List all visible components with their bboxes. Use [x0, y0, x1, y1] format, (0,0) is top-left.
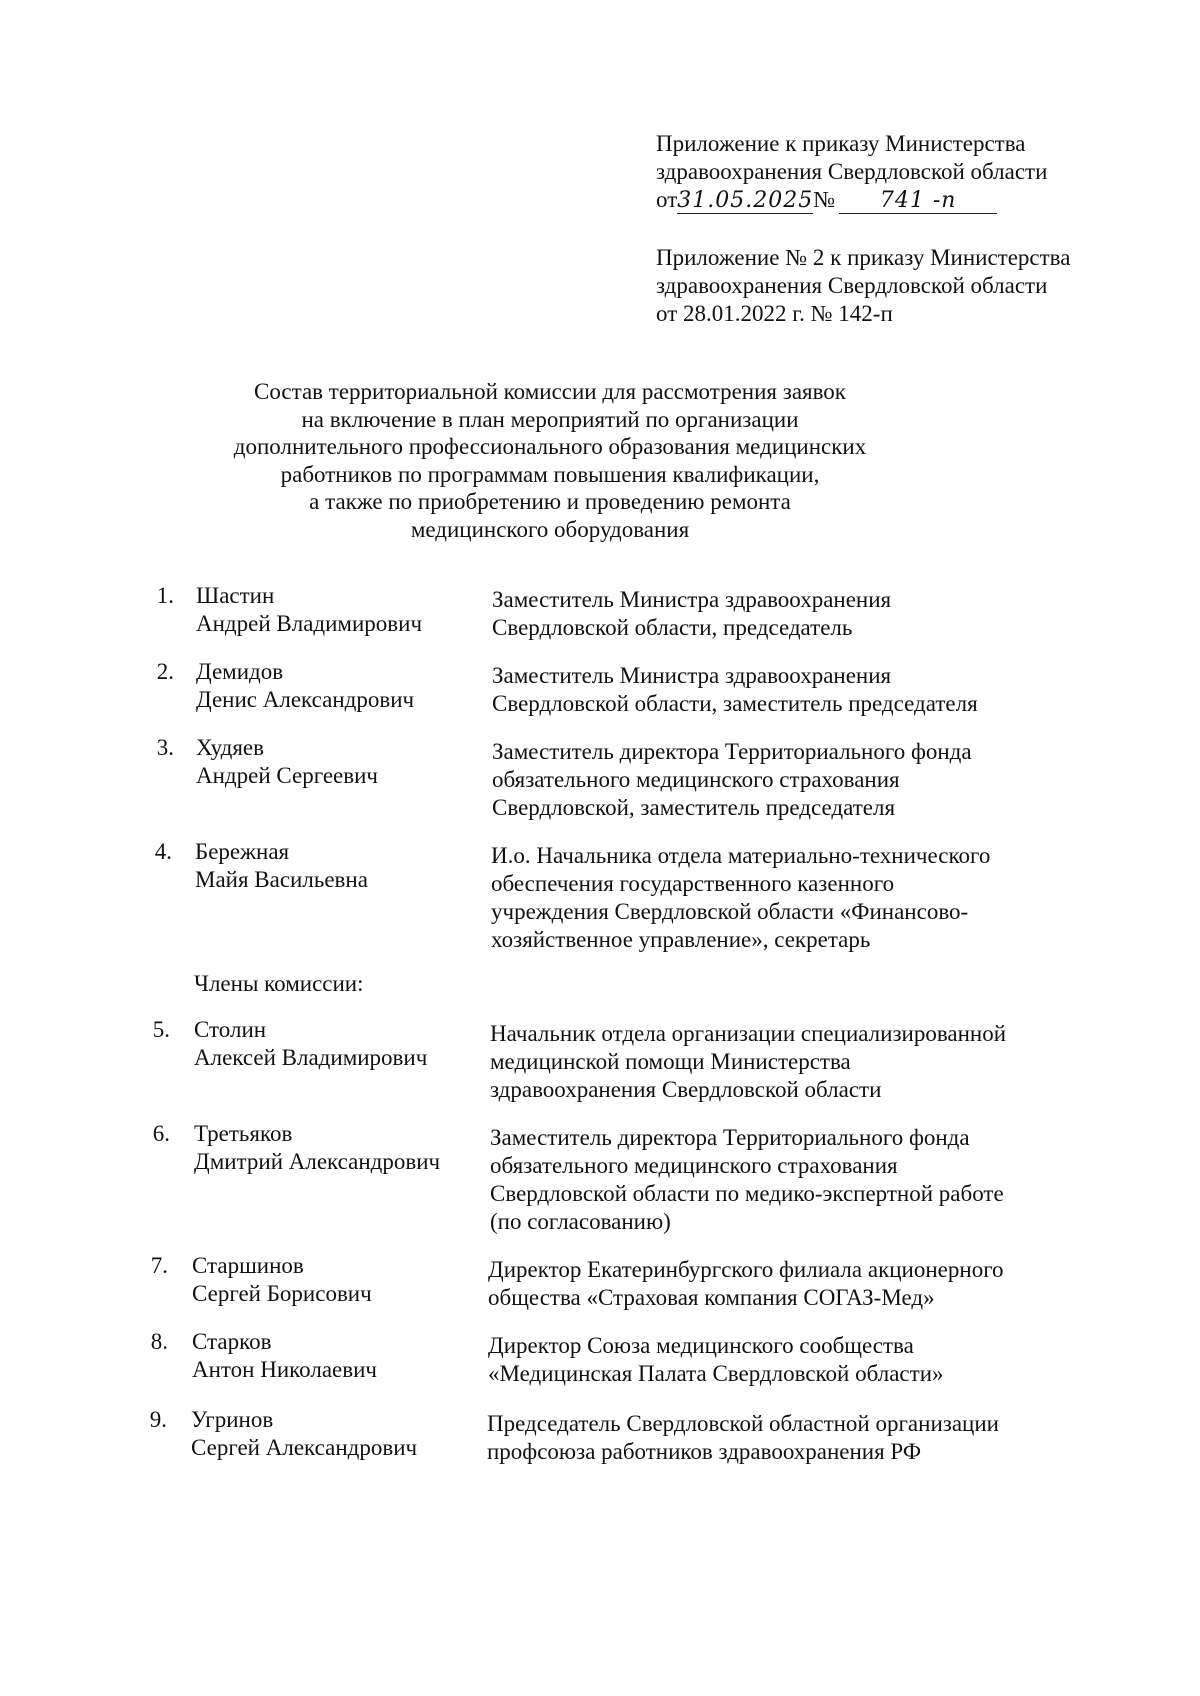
- member-given-names: Майя Васильевна: [195, 867, 368, 892]
- title-line: дополнительного профессионального образования медицинских: [233, 434, 867, 459]
- member-role-line: обязательного медицинского страхования: [492, 767, 900, 792]
- member-number: 9.: [149, 1407, 167, 1432]
- member-role-line: общества «Страховая компания СОГАЗ-Мед»: [488, 1285, 935, 1310]
- title-line: медицинского оборудования: [410, 516, 690, 542]
- member-role-line: обеспечения государственного казенного: [491, 871, 895, 896]
- number-prefix: №: [813, 187, 836, 212]
- attachment-1-line-1: Приложение к приказу Министерства: [656, 131, 1026, 156]
- attachment-1-line-2: здравоохранения Свердловской области: [656, 159, 1048, 184]
- member-surname: Столин: [194, 1017, 267, 1042]
- member-number: 5.: [152, 1017, 170, 1042]
- title-line: Состав территориальной комиссии для рассмотрения заявок: [254, 379, 846, 404]
- member-surname: Угринов: [191, 1407, 274, 1432]
- member-role-line: Свердловской области, председатель: [492, 615, 853, 640]
- member-surname: Третьяков: [194, 1121, 293, 1146]
- member-surname: Бережная: [195, 839, 290, 864]
- member-role-line: Председатель Свердловской областной организации: [487, 1411, 999, 1436]
- member-given-names: Алексей Владимирович: [194, 1045, 428, 1070]
- member-given-names: Андрей Сергеевич: [196, 763, 379, 788]
- member-number: 8.: [150, 1329, 168, 1354]
- member-given-names: Антон Николаевич: [192, 1357, 377, 1382]
- member-role-line: Заместитель директора Территориального фонда: [490, 1125, 970, 1150]
- member-role-line: учреждения Свердловской области «Финансово-: [491, 899, 969, 924]
- member-role-line: Заместитель Министра здравоохранения: [492, 587, 892, 612]
- member-number: 7.: [150, 1253, 168, 1278]
- title-line: на включение в план мероприятий по организации: [301, 406, 799, 432]
- handwritten-date: 31.05.2025: [677, 188, 814, 213]
- member-given-names: Сергей Александрович: [191, 1435, 418, 1460]
- member-given-names: Денис Александрович: [196, 687, 415, 712]
- member-given-names: Андрей Владимирович: [196, 611, 423, 636]
- attachment-2-line-3: от 28.01.2022 г. № 142-п: [656, 301, 893, 326]
- member-number: 3.: [156, 735, 174, 760]
- member-given-names: Сергей Борисович: [192, 1281, 372, 1306]
- member-role-line: здравоохранения Свердловской области: [490, 1077, 882, 1102]
- order-date-number-line: [656, 186, 997, 214]
- member-number: 1.: [156, 583, 174, 608]
- member-surname: Старков: [192, 1329, 272, 1354]
- members-heading: Члены комиссии:: [194, 971, 364, 996]
- member-role-line: профсоюза работников здравоохранения РФ: [487, 1439, 921, 1464]
- attachment-2-line-1: Приложение № 2 к приказу Министерства: [656, 245, 1071, 270]
- member-role-line: медицинской помощи Министерства: [490, 1049, 851, 1074]
- member-role-line: Начальник отдела организации специализированной: [490, 1021, 1007, 1046]
- member-role-line: Директор Екатеринбургского филиала акционерного: [488, 1257, 1004, 1282]
- member-role-line: (по согласованию): [490, 1209, 671, 1234]
- member-role-line: Заместитель директора Территориального фонда: [492, 739, 972, 764]
- title-line: работников по программам повышения квалификации,: [280, 461, 820, 487]
- member-role-line: Заместитель Министра здравоохранения: [492, 663, 892, 688]
- member-role-line: Свердловской области по медико-экспертной работе: [490, 1181, 1004, 1206]
- member-role-line: И.о. Начальника отдела материально-технического: [491, 843, 991, 868]
- member-role-line: «Медицинская Палата Свердловской области»: [488, 1361, 944, 1386]
- member-surname: Шастин: [196, 583, 275, 608]
- member-number: 2.: [156, 659, 174, 684]
- member-role-line: обязательного медицинского страхования: [490, 1153, 898, 1178]
- document-title: [200, 378, 900, 543]
- member-surname: Худяев: [196, 735, 264, 760]
- handwritten-order-number: 741 -п: [839, 189, 997, 214]
- member-role-line: Свердловской, заместитель председателя: [492, 795, 896, 820]
- member-role-line: Директор Союза медицинского сообщества: [488, 1333, 914, 1358]
- attachment-2-line-2: здравоохранения Свердловской области: [656, 273, 1048, 298]
- member-number: 6.: [152, 1121, 170, 1146]
- member-surname: Старшинов: [192, 1253, 304, 1278]
- member-number: 4.: [154, 839, 172, 864]
- date-prefix: от: [656, 187, 678, 212]
- member-surname: Демидов: [196, 659, 284, 684]
- title-line: а также по приобретению и проведению ремонта: [309, 489, 791, 514]
- member-role-line: хозяйственное управление», секретарь: [491, 927, 871, 952]
- member-role-line: Свердловской области, заместитель председателя: [492, 691, 978, 716]
- member-given-names: Дмитрий Александрович: [194, 1149, 441, 1174]
